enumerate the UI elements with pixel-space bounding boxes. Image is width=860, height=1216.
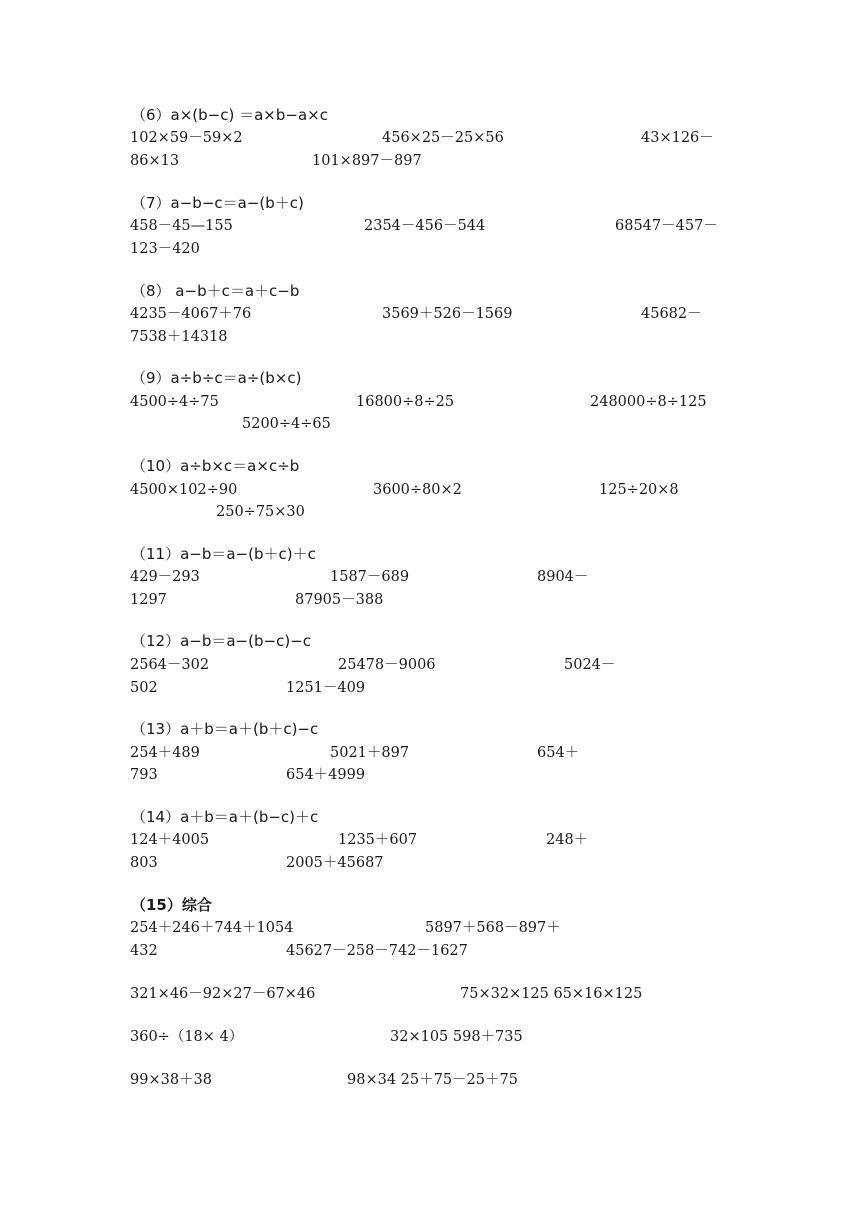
problem: 803 [130, 855, 158, 871]
section-15-heading: （15）综合 [131, 896, 212, 914]
problem: 75×32×125 65×16×125 [460, 986, 643, 1002]
problem: 99×38＋38 [130, 1072, 213, 1088]
problem: 125÷20×8 [599, 482, 679, 498]
problem: 124＋4005 [130, 832, 210, 848]
problem: 502 [130, 680, 158, 696]
section-9-heading: （9）a÷b÷c＝a÷(b×c) [131, 369, 302, 387]
problem: 3569＋526－1569 [382, 306, 513, 322]
problem: 25478－9006 [338, 657, 436, 673]
problem: 248000÷8÷125 [590, 394, 707, 410]
problem: 2005＋45687 [286, 855, 384, 871]
problem: 4235－4067＋76 [130, 306, 252, 322]
problem: 5021＋897 [330, 745, 410, 761]
section-13-heading: （13）a＋b＝a＋(b＋c)−c [131, 720, 319, 738]
section-12-heading: （12）a−b＝a−(b−c)−c [131, 632, 311, 650]
problem: 102×59－59×2 [130, 130, 243, 146]
problem: 250÷75×30 [216, 504, 305, 520]
section-11-heading: （11）a−b＝a−(b＋c)＋c [131, 545, 316, 563]
section-10-heading: （10）a÷b×c＝a×c÷b [131, 457, 300, 475]
problem: 101×897－897 [312, 153, 422, 169]
problem: 654＋4999 [286, 767, 366, 783]
problem: 45627－258－742－1627 [286, 943, 468, 959]
problem: 254＋246＋744＋1054 [130, 920, 294, 936]
problem: 458－45—155 [130, 218, 233, 234]
problem: 45682－ [641, 306, 702, 322]
problem: 654＋ [537, 745, 580, 761]
problem: 2564－302 [130, 657, 210, 673]
problem: 2354－456－544 [364, 218, 486, 234]
problem: 123－420 [130, 241, 200, 257]
section-8-heading: （8） a−b＋c＝a＋c−b [131, 282, 300, 300]
problem: 432 [130, 943, 158, 959]
problem: 87905－388 [295, 592, 384, 608]
problem: 456×25－25×56 [382, 130, 504, 146]
problem: 5024－ [564, 657, 616, 673]
problem: 16800÷8÷25 [356, 394, 455, 410]
problem: 5200÷4÷65 [242, 416, 331, 432]
problem: 8904－ [537, 569, 589, 585]
problem: 360÷（18× 4） [130, 1029, 244, 1045]
problem: 793 [130, 767, 158, 783]
problem: 321×46－92×27－67×46 [130, 986, 316, 1002]
problem: 254＋489 [130, 745, 200, 761]
problem: 1235＋607 [338, 832, 418, 848]
problem: 3600÷80×2 [373, 482, 462, 498]
problem: 4500÷4÷75 [130, 394, 219, 410]
section-14-heading: （14）a＋b＝a＋(b−c)＋c [131, 808, 319, 826]
problem: 1251－409 [286, 680, 366, 696]
problem: 5897＋568－897＋ [425, 920, 561, 936]
problem: 43×126－ [641, 130, 714, 146]
section-7-heading: （7）a−b−c＝a−(b＋c) [131, 194, 304, 212]
section-6-heading: （6）a×(b−c) ＝a×b−a×c [131, 106, 328, 124]
problem: 248＋ [546, 832, 589, 848]
problem: 4500×102÷90 [130, 482, 238, 498]
problem: 1587－689 [330, 569, 410, 585]
problem: 86×13 [130, 153, 180, 169]
problem: 7538＋14318 [130, 329, 228, 345]
problem: 32×105 598＋735 [390, 1029, 523, 1045]
problem: 429－293 [130, 569, 200, 585]
problem: 98×34 25＋75－25＋75 [347, 1072, 518, 1088]
problem: 1297 [130, 592, 167, 608]
problem: 68547－457－ [615, 218, 718, 234]
